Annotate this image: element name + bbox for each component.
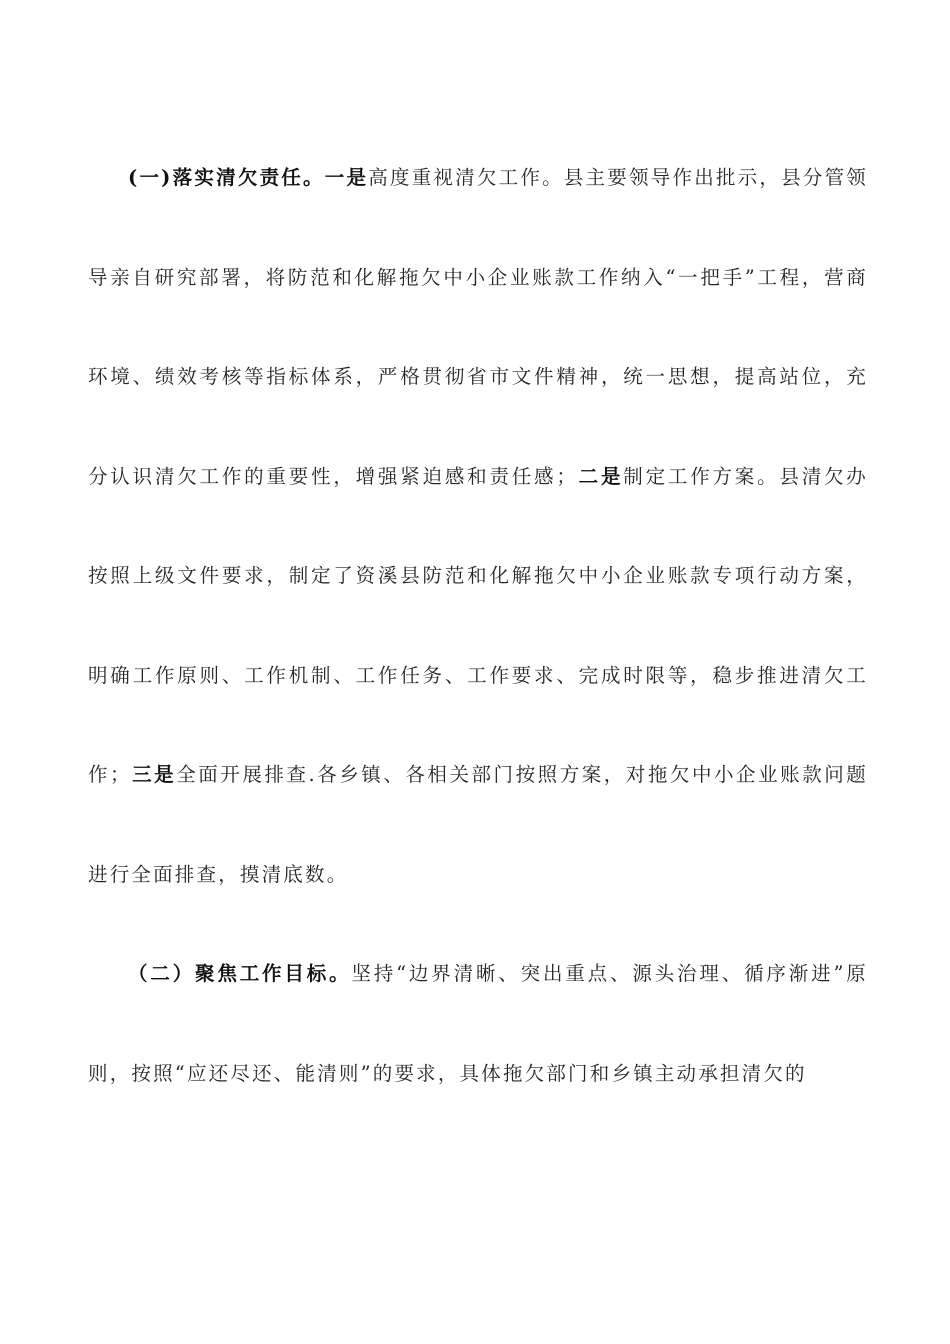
goals-text: 坚持“边界清晰、突出重点、源头治理、循序渐进”原则，按照“应还尽还、能清则”的要求，具体拖欠部门和乡镇主动承担清欠的 — [88, 962, 868, 1085]
paragraph-responsibility — [88, 128, 868, 924]
point-one-label: 一是 — [324, 166, 369, 189]
point-two-text: 制定工作方案。县清欠办按照上级文件要求，制定了资溪县防范和化解拖欠中小企业账款专项行动方案，明确工作原则、工作机制、工作任务、工作要求、完成时限等，稳步推进清欠工作； — [88, 464, 869, 786]
paragraph-goals — [88, 924, 868, 1123]
heading-focus-goals: （二）聚焦工作目标。 — [128, 962, 352, 985]
document-body — [88, 128, 868, 1123]
point-two-label: 二是 — [578, 464, 624, 488]
heading-implement-responsibility: (一)落实清欠责任。 — [128, 166, 325, 189]
point-one-text: 高度重视清欠工作。县主要领导作出批示，县分管领导亲自研究部署，将防范和化解拖欠中小企业账款工作纳入“一把手”工程，营商环境、绩效考核等指标体系，严格贯彻省市文件精神，统一思想，提高站位，充分认识清欠工作的重要性，增强紧迫感和责任感； — [88, 166, 869, 488]
point-three-text: 全面开展排查.各乡镇、各相关部门按照方案，对拖欠中小企业账款问题进行全面排查，摸清底数。 — [88, 763, 868, 886]
point-three-label: 三是 — [131, 763, 177, 786]
